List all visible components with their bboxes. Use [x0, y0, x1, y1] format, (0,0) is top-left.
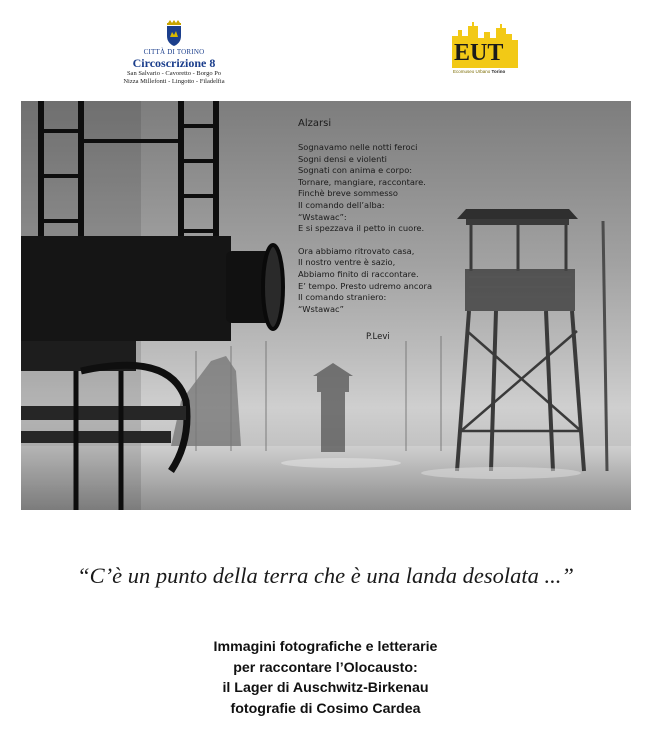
caption-line-4: fotografie di Cosimo Cardea [230, 700, 421, 717]
poem-line: E si spezzava il petto in cuore. [298, 223, 425, 234]
poem-line: “Wstawac” [298, 303, 344, 314]
poem-line: Il comando straniero: [298, 292, 387, 303]
poem-line: Tornare, mangiare, raccontare. [298, 176, 426, 187]
districts-line-1: San Salvario - Cavoretto - Borgo Po [126, 70, 222, 77]
eut-tag-left: Ecomuseo Urbano [453, 69, 491, 74]
main-quote: “C’è un punto della terra che è una landa desolata ...” [77, 563, 574, 588]
poem-line: Sogni densi e violenti [298, 153, 387, 164]
city-name: CITTÀ DI TORINO [143, 48, 205, 56]
caption-line-1: Immagini fotografiche e letterarie [213, 639, 438, 655]
poem-line: E’ tempo. Presto udremo ancora [298, 280, 433, 291]
poem-line: Il nostro ventre è sazio, [298, 257, 396, 268]
circoscrizione-logo [114, 20, 234, 86]
poem-author: P.Levi [366, 332, 390, 343]
stanza-break [298, 235, 498, 246]
poem-block [298, 118, 498, 342]
poem-line: Ora abbiamo ritrovato casa, [298, 245, 415, 256]
poem-line: “Wstawac”: [298, 211, 347, 222]
poem-line: Finchè breve sommesso [298, 188, 398, 199]
districts-line-2: Nizza Millefonti - Lingotto - Filadelfia [123, 78, 225, 85]
poem-line: Abbiamo finito di raccontare. [298, 268, 419, 279]
caption-line-2: per raccontare l’Olocausto: [233, 659, 418, 676]
poem-title: Alzarsi [298, 118, 332, 129]
caption-line-3: il Lager di Auschwitz-Birkenau [222, 680, 429, 697]
poem-line: Il comando dell’alba: [298, 199, 385, 210]
eut-tagline [453, 69, 505, 74]
poem-line: Sognati con anima e corpo: [298, 165, 413, 176]
eut-tag-right: Torino [491, 69, 506, 74]
auschwitz-photo [21, 101, 631, 510]
exhibition-caption [0, 637, 651, 719]
circoscrizione-title: Circoscrizione 8 [132, 56, 216, 70]
city-crest-icon [165, 20, 183, 46]
eut-wordmark: EUT [454, 40, 504, 66]
poem-line: Sognavamo nelle notti feroci [298, 142, 418, 152]
eut-logo [450, 22, 522, 80]
